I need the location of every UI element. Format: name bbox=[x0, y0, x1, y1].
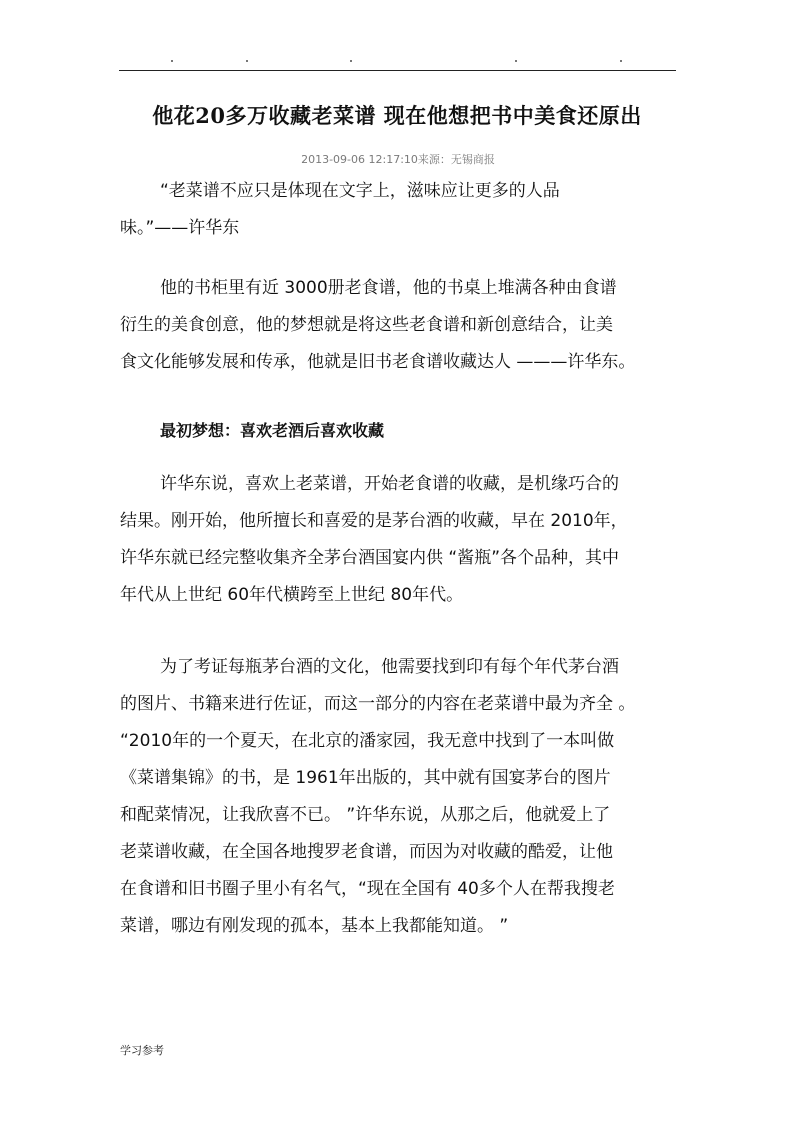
header-rule bbox=[119, 70, 676, 71]
header-dot bbox=[350, 60, 352, 62]
header-dot bbox=[246, 60, 248, 62]
paragraph-line: “2010年的一个夏天，在北京的潘家园，我无意中找到了一本叫做 bbox=[120, 731, 615, 751]
header-dot bbox=[171, 60, 173, 62]
header-dot bbox=[620, 60, 622, 62]
header-dots bbox=[119, 60, 676, 68]
paragraph-line: “老菜谱不应只是体现在文字上，滋味应让更多的人品 bbox=[160, 181, 560, 201]
quote-paragraph bbox=[120, 173, 678, 247]
paragraph-2 bbox=[120, 466, 678, 614]
article-title: 他花20多万收藏老菜谱 现在他想把书中美食还原出 bbox=[152, 103, 642, 128]
paragraph-line: 衍生的美食创意，他的梦想就是将这些老食谱和新创意结合，让美 bbox=[120, 315, 613, 335]
paragraph-line: 年代从上世纪 60年代横跨至上世纪 80年代。 bbox=[120, 585, 464, 605]
page-footer: 学习参考 bbox=[120, 1044, 164, 1057]
intro-paragraph bbox=[120, 270, 678, 381]
paragraph-line: 《菜谱集锦》的书，是 1961年出版的，其中就有国宴茅台的图片 bbox=[120, 768, 611, 788]
paragraph-line: 为了考证每瓶茅台酒的文化，他需要找到印有每个年代茅台酒 bbox=[160, 657, 619, 677]
paragraph-line: 味。”——许华东 bbox=[120, 218, 240, 238]
paragraph-line: 他的书柜里有近 3000册老食谱，他的书桌上堆满各种由食谱 bbox=[160, 278, 617, 298]
paragraph-line: 许华东说，喜欢上老菜谱，开始老食谱的收藏，是机缘巧合的 bbox=[160, 474, 619, 494]
article-meta: 2013-09-06 12:17:10来源：无锡商报 bbox=[301, 153, 495, 166]
paragraph-line: 在食谱和旧书圈子里小有名气，“现在全国有 40多个人在帮我搜老 bbox=[120, 879, 615, 899]
paragraph-3 bbox=[120, 649, 678, 945]
header-dot bbox=[515, 60, 517, 62]
paragraph-line: 结果。刚开始，他所擅长和喜爱的是茅台酒的收藏，早在 2010年， bbox=[120, 511, 628, 531]
paragraph-line: 许华东就已经完整收集齐全茅台酒国宴内供 “酱瓶”各个品种，其中 bbox=[120, 548, 620, 568]
paragraph-line: 的图片、书籍来进行佐证，而这一部分的内容在老菜谱中最为齐全 。 bbox=[120, 694, 636, 714]
paragraph-line: 和配菜情况，让我欣喜不已。 ”许华东说，从那之后，他就爱上了 bbox=[120, 805, 611, 825]
paragraph-line: 菜谱，哪边有刚发现的孤本，基本上我都能知道。 ” bbox=[120, 916, 509, 936]
paragraph-line: 食文化能够发展和传承，他就是旧书老食谱收藏达人 ———许华东。 bbox=[120, 352, 636, 372]
paragraph-line: 老菜谱收藏，在全国各地搜罗老食谱，而因为对收藏的酷爱，让他 bbox=[120, 842, 613, 862]
section-heading: 最初梦想：喜欢老酒后喜欢收藏 bbox=[160, 421, 385, 440]
